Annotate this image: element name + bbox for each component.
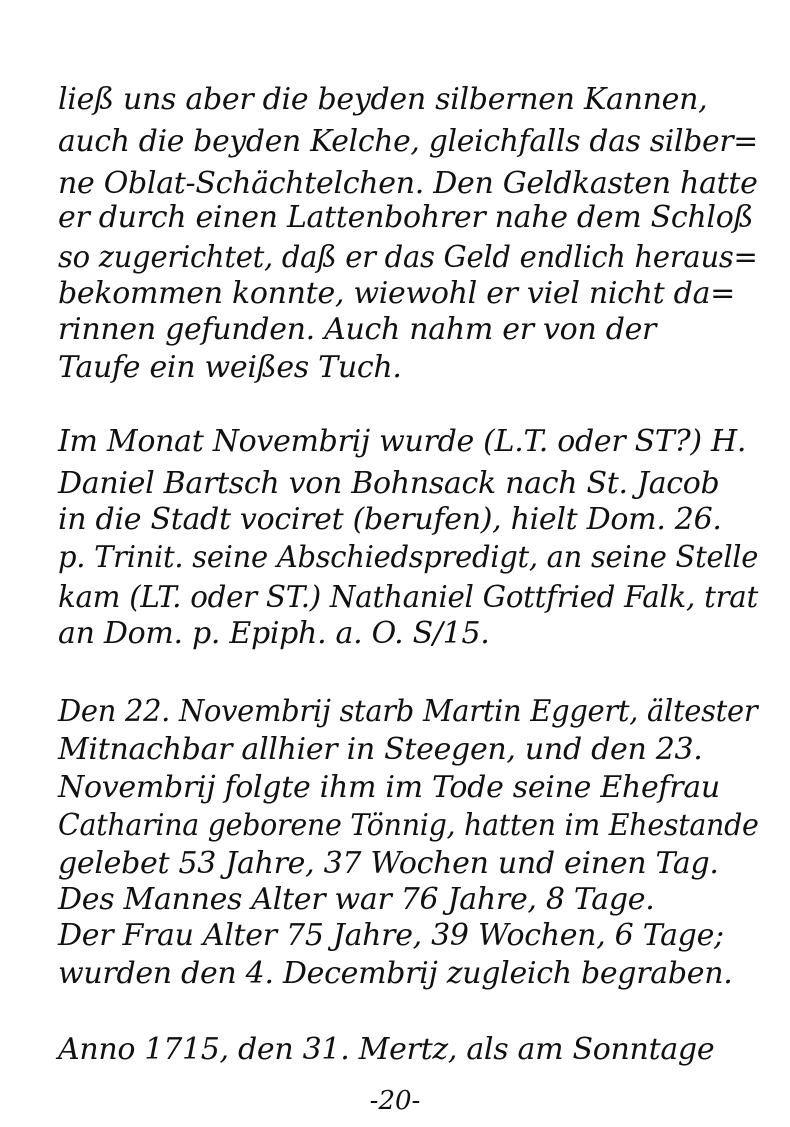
text-line: Der Frau Alter 75 Jahre, 39 Wochen, 6 Tage; bbox=[58, 918, 724, 953]
text-line: so zugerichtet, daß er das Geld endlich heraus= bbox=[58, 240, 758, 275]
text-line: ne Oblat-Schächtelchen. Den Geldkasten hatte bbox=[58, 166, 758, 201]
text-line: gelebet 53 Jahre, 37 Wochen und einen Tag. bbox=[58, 846, 719, 881]
text-line: er durch einen Lattenbohrer nahe dem Schloß bbox=[58, 200, 754, 235]
page-number: -20- bbox=[369, 1086, 421, 1116]
text-line: Anno 1715, den 31. Mertz, als am Sonntage bbox=[58, 1032, 715, 1067]
text-line: an Dom. p. Epiph. a. O. S/15. bbox=[58, 616, 490, 651]
text-line: Mitnachbar allhier in Steegen, und den 23. bbox=[58, 732, 703, 767]
text-line: Den 22. Novembrij starb Martin Eggert, ältester bbox=[58, 694, 758, 729]
text-line: Des Mannes Alter war 76 Jahre, 8 Tage. bbox=[58, 882, 655, 917]
text-line: in die Stadt vociret (berufen), hielt Dom. 26. bbox=[58, 502, 722, 537]
text-line: wurden den 4. Decembrij zugleich begraben. bbox=[58, 956, 733, 991]
text-line: Daniel Bartsch von Bohnsack nach St. Jacob bbox=[58, 466, 720, 501]
text-line: Catharina geborene Tönnig, hatten im Ehestande bbox=[58, 808, 759, 843]
text-line: Novembrij folgte ihm im Tode seine Ehefrau bbox=[58, 770, 720, 805]
text-line: kam (LT. oder ST.) Nathaniel Gottfried Falk, trat bbox=[58, 580, 759, 615]
text-line: p. Trinit. seine Abschiedspredigt, an seine Stelle bbox=[58, 540, 759, 575]
text-line: auch die beyden Kelche, gleichfalls das silber= bbox=[58, 124, 758, 159]
text-line: bekommen konnte, wiewohl er viel nicht da= bbox=[58, 276, 736, 311]
text-line: ließ uns aber die beyden silbernen Kannen, bbox=[58, 82, 708, 117]
text-line: Im Monat Novembrij wurde (L.T. oder ST?) H. bbox=[58, 424, 747, 459]
text-line: Taufe ein weißes Tuch. bbox=[58, 350, 402, 385]
text-line: rinnen gefunden. Auch nahm er von der bbox=[58, 312, 657, 347]
